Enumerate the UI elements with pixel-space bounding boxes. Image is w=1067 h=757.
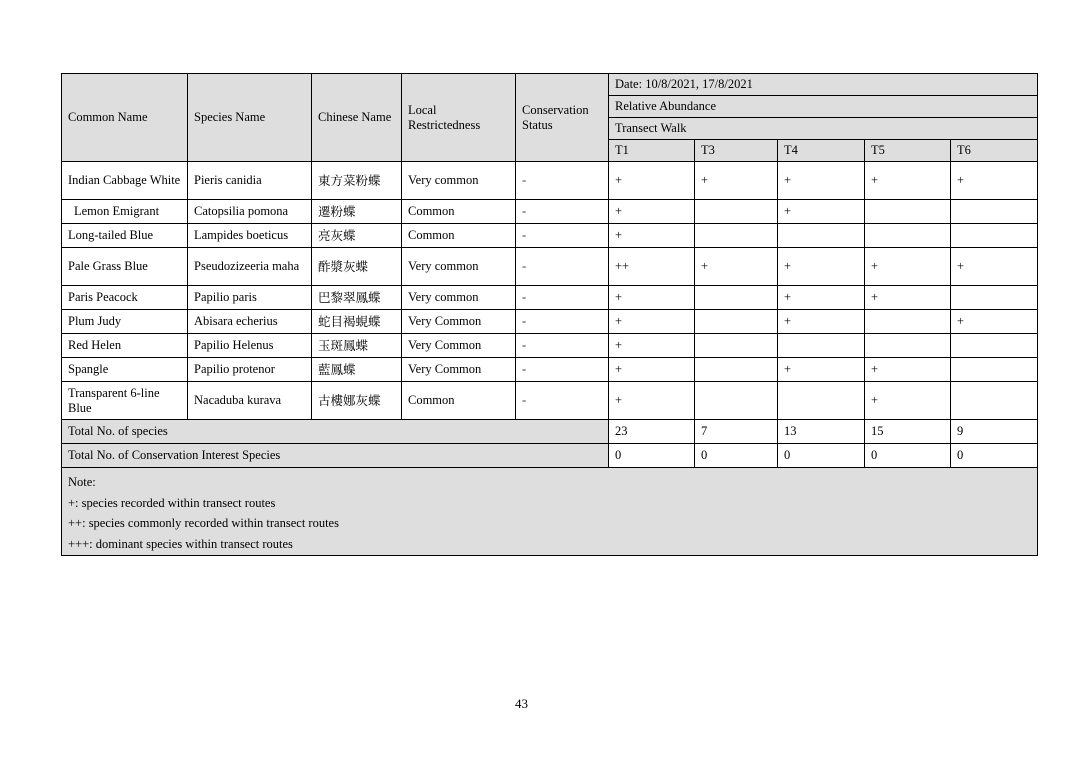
local-restrictedness-cell: Very Common	[402, 334, 516, 358]
total-value-cell: 0	[778, 444, 865, 468]
abundance-cell: +	[951, 310, 1038, 334]
abundance-cell	[695, 310, 778, 334]
local-restrictedness-cell: Very common	[402, 248, 516, 286]
conservation-status-cell: -	[516, 224, 609, 248]
table-row	[62, 382, 1038, 420]
header-conservation-status: Conservation Status	[516, 74, 609, 162]
species-name-cell: Lampides boeticus	[188, 224, 312, 248]
abundance-cell	[695, 200, 778, 224]
total-value-cell: 13	[778, 420, 865, 444]
abundance-cell	[778, 224, 865, 248]
conservation-status-cell: -	[516, 310, 609, 334]
total-value-cell: 0	[865, 444, 951, 468]
abundance-cell	[951, 334, 1038, 358]
abundance-cell: +	[609, 358, 695, 382]
abundance-cell: +	[778, 286, 865, 310]
chinese-name-cell: 古樓娜灰蝶	[312, 382, 402, 420]
chinese-name-cell: 東方菜粉蝶	[312, 162, 402, 200]
header-transect-t3: T3	[695, 140, 778, 162]
table-row	[62, 358, 1038, 382]
abundance-cell: +	[865, 382, 951, 420]
table-row	[62, 286, 1038, 310]
header-survey-date: Date: 10/8/2021, 17/8/2021	[609, 74, 1038, 96]
abundance-cell: +	[609, 310, 695, 334]
species-name-cell: Papilio paris	[188, 286, 312, 310]
abundance-cell: +	[865, 248, 951, 286]
local-restrictedness-cell: Very Common	[402, 310, 516, 334]
abundance-cell	[865, 224, 951, 248]
common-name-cell: Long-tailed Blue	[62, 224, 188, 248]
abundance-cell: ++	[609, 248, 695, 286]
local-restrictedness-cell: Very common	[402, 286, 516, 310]
chinese-name-cell: 蛇目褐蜆蝶	[312, 310, 402, 334]
abundance-cell: +	[609, 334, 695, 358]
abundance-cell	[695, 334, 778, 358]
chinese-name-cell: 遷粉蝶	[312, 200, 402, 224]
abundance-cell: +	[695, 248, 778, 286]
local-restrictedness-cell: Common	[402, 382, 516, 420]
conservation-status-cell: -	[516, 248, 609, 286]
abundance-cell: +	[778, 162, 865, 200]
abundance-cell: +	[865, 358, 951, 382]
common-name-cell: Lemon Emigrant	[62, 200, 188, 224]
total-value-cell: 23	[609, 420, 695, 444]
abundance-cell	[865, 334, 951, 358]
abundance-cell: +	[609, 200, 695, 224]
common-name-cell: Transparent 6-line Blue	[62, 382, 188, 420]
common-name-cell: Pale Grass Blue	[62, 248, 188, 286]
table-row	[62, 310, 1038, 334]
total-value-cell: 0	[951, 444, 1038, 468]
total-value-cell: 0	[609, 444, 695, 468]
table-row	[62, 334, 1038, 358]
chinese-name-cell: 玉斑鳳蝶	[312, 334, 402, 358]
header-chinese-name: Chinese Name	[312, 74, 402, 162]
total-value-cell: 0	[695, 444, 778, 468]
abundance-cell: +	[951, 248, 1038, 286]
abundance-cell: +	[778, 248, 865, 286]
local-restrictedness-cell: Very Common	[402, 358, 516, 382]
table-row	[62, 224, 1038, 248]
conservation-status-cell: -	[516, 200, 609, 224]
abundance-cell	[695, 382, 778, 420]
abundance-cell: +	[951, 162, 1038, 200]
abundance-cell: +	[778, 358, 865, 382]
abundance-cell	[951, 358, 1038, 382]
abundance-cell: +	[609, 382, 695, 420]
header-transect-walk: Transect Walk	[609, 118, 1038, 140]
abundance-cell	[951, 224, 1038, 248]
abundance-cell: +	[609, 162, 695, 200]
header-transect-t5: T5	[865, 140, 951, 162]
species-name-cell: Abisara echerius	[188, 310, 312, 334]
notes-title: Note:	[68, 475, 96, 489]
species-name-cell: Papilio protenor	[188, 358, 312, 382]
abundance-cell	[951, 286, 1038, 310]
chinese-name-cell: 酢漿灰蝶	[312, 248, 402, 286]
abundance-cell: +	[865, 162, 951, 200]
total-value-cell: 7	[695, 420, 778, 444]
common-name-cell: Red Helen	[62, 334, 188, 358]
total-species-row	[62, 420, 1038, 444]
table-row	[62, 162, 1038, 200]
species-name-cell: Pieris canidia	[188, 162, 312, 200]
chinese-name-cell: 藍鳳蝶	[312, 358, 402, 382]
abundance-cell	[778, 382, 865, 420]
abundance-cell	[778, 334, 865, 358]
conservation-status-cell: -	[516, 334, 609, 358]
chinese-name-cell: 亮灰蝶	[312, 224, 402, 248]
common-name-cell: Spangle	[62, 358, 188, 382]
header-species-name: Species Name	[188, 74, 312, 162]
total-conservation-row-label: Total No. of Conservation Interest Species	[62, 444, 609, 468]
common-name-cell: Paris Peacock	[62, 286, 188, 310]
note-line: +++: dominant species within transect routes	[68, 536, 293, 551]
abundance-cell	[695, 286, 778, 310]
local-restrictedness-cell: Common	[402, 200, 516, 224]
total-species-row-label: Total No. of species	[62, 420, 609, 444]
header-transect-t6: T6	[951, 140, 1038, 162]
page-number: 43	[515, 696, 528, 711]
abundance-cell: +	[695, 162, 778, 200]
table-row	[62, 200, 1038, 224]
butterfly-survey-table	[61, 73, 1038, 556]
species-name-cell: Catopsilia pomona	[188, 200, 312, 224]
abundance-cell: +	[865, 286, 951, 310]
common-name-cell: Indian Cabbage White	[62, 162, 188, 200]
notes-cell	[62, 468, 1038, 556]
common-name-cell: Plum Judy	[62, 310, 188, 334]
abundance-cell	[951, 382, 1038, 420]
abundance-cell	[951, 200, 1038, 224]
abundance-cell: +	[778, 200, 865, 224]
species-name-cell: Nacaduba kurava	[188, 382, 312, 420]
abundance-cell	[695, 224, 778, 248]
conservation-status-cell: -	[516, 382, 609, 420]
species-name-cell: Pseudozizeeria maha	[188, 248, 312, 286]
abundance-cell	[865, 200, 951, 224]
notes-row	[62, 468, 1038, 556]
header-local-restrictedness: Local Restrictedness	[402, 74, 516, 162]
note-line: +: species recorded within transect routes	[68, 495, 276, 510]
total-conservation-row	[62, 444, 1038, 468]
species-name-cell: Papilio Helenus	[188, 334, 312, 358]
conservation-status-cell: -	[516, 162, 609, 200]
total-value-cell: 15	[865, 420, 951, 444]
conservation-status-cell: -	[516, 286, 609, 310]
header-transect-t1: T1	[609, 140, 695, 162]
abundance-cell: +	[609, 286, 695, 310]
total-value-cell: 9	[951, 420, 1038, 444]
abundance-cell: +	[778, 310, 865, 334]
local-restrictedness-cell: Common	[402, 224, 516, 248]
header-common-name: Common Name	[62, 74, 188, 162]
chinese-name-cell: 巴黎翠鳳蝶	[312, 286, 402, 310]
local-restrictedness-cell: Very common	[402, 162, 516, 200]
header-transect-t4: T4	[778, 140, 865, 162]
header-relative-abundance: Relative Abundance	[609, 96, 1038, 118]
table-row	[62, 248, 1038, 286]
conservation-status-cell: -	[516, 358, 609, 382]
abundance-cell	[865, 310, 951, 334]
abundance-cell: +	[609, 224, 695, 248]
note-line: ++: species commonly recorded within transect routes	[68, 516, 339, 530]
abundance-cell	[695, 358, 778, 382]
